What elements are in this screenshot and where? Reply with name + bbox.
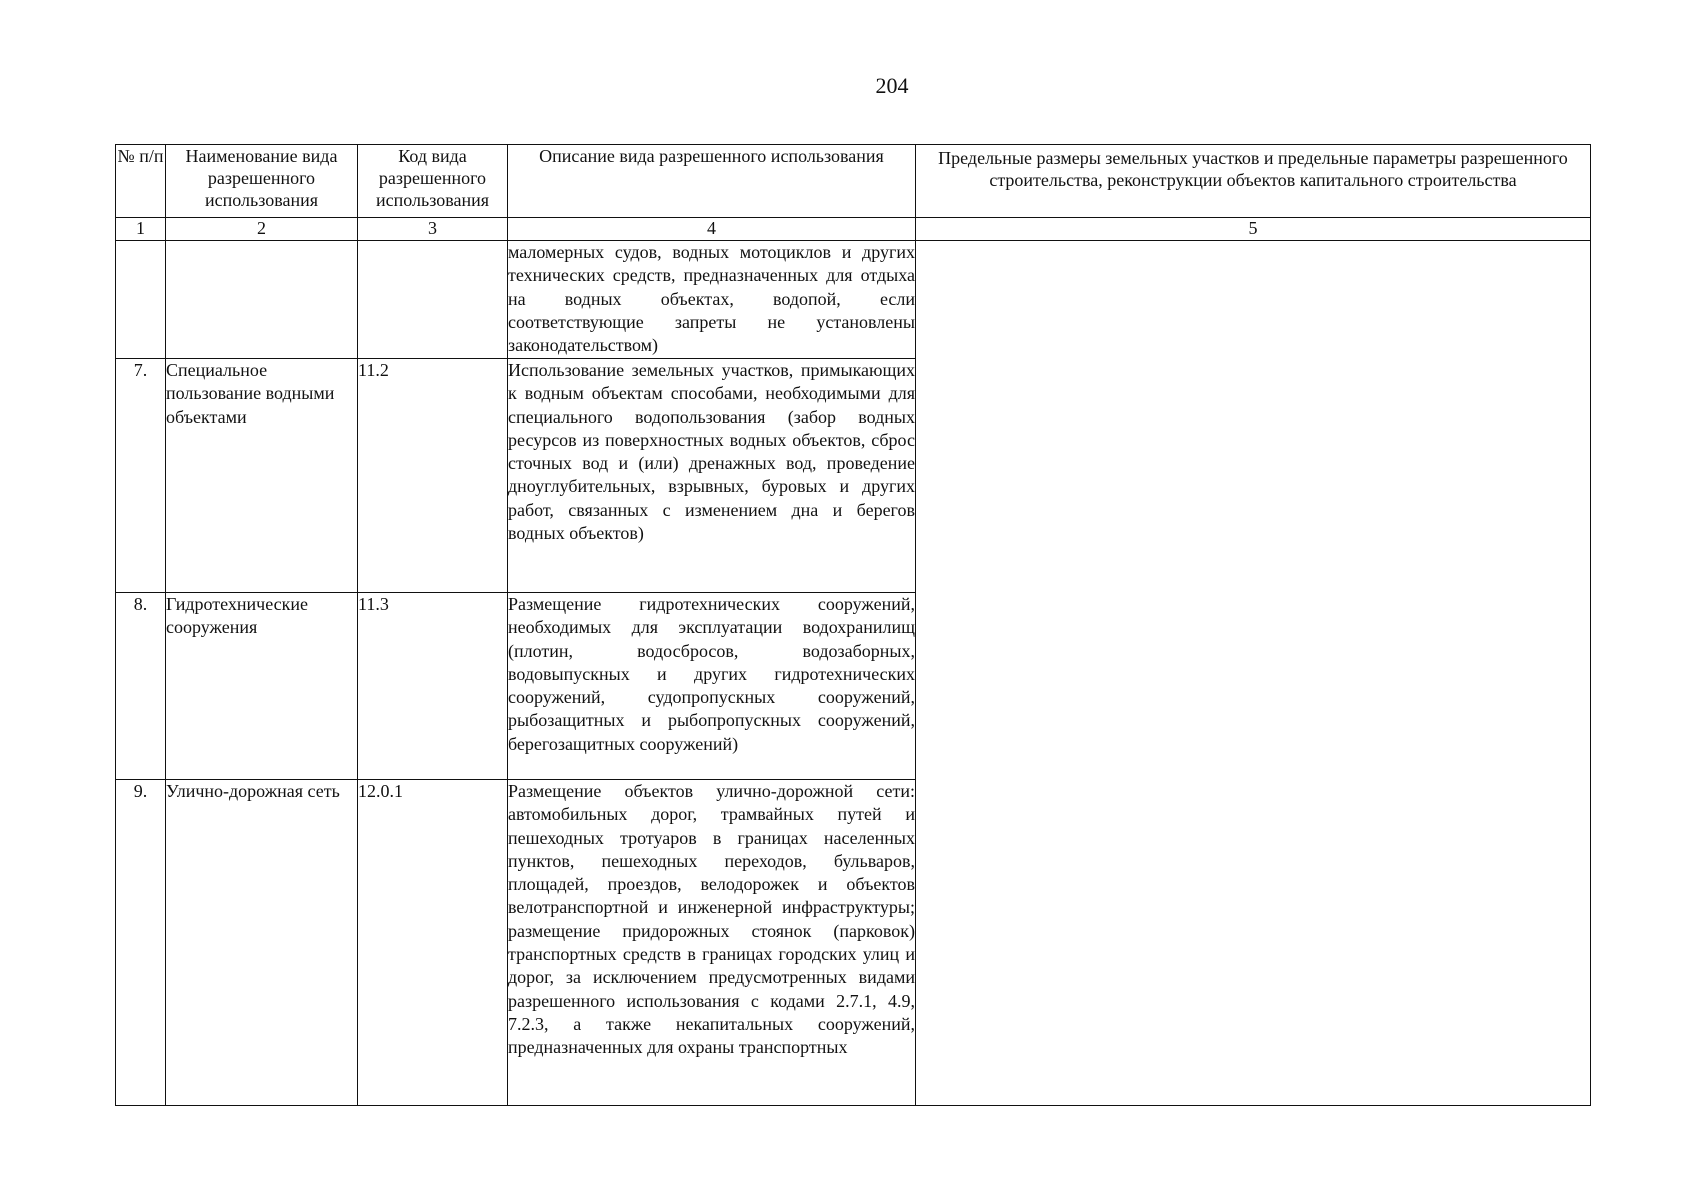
use-description: Размещение объектов улично-дорожной сети: автомобильных дорог, трамвайных путей и пешеходных тротуаров в границах населенных пунктов, пешеходных переходов, бульваров, площадей, проездов, велодорожек и объектов велотранспортной и инженерной инфраструктуры; размещение придорожных стоянок (парковок) транспортных средств в границах городских улиц и дорог, за исключением предусмотренных видами разрешенного использования с кодами 2.7.1, 4.9, 7.2.3, а также некапитальных сооружений, предназначенных для охраны транспортных: [508, 781, 915, 1058]
header-use-code: Код вида разрешенного использования: [358, 145, 508, 218]
header-use-description: Описание вида разрешенного использования: [508, 145, 916, 218]
use-description: маломерных судов, водных мотоциклов и других технических средств, предназначенных для отдыха на водных объектах, водопой, если соответствующие запреты не установлены законодательством): [508, 242, 915, 356]
row-number: 8.: [116, 593, 166, 780]
use-name: [166, 241, 358, 359]
limit-parameters-cell: [916, 241, 1591, 1106]
use-name: Улично-дорожная сеть: [166, 780, 358, 1106]
column-number: 4: [508, 218, 916, 241]
use-description: Размещение гидротехнических сооружений, необходимых для эксплуатации водохранилищ (плотин, водосбросов, водозаборных, водовыпускных и других гидротехнических сооружений, судопропускных сооружений, рыбозащитных и рыбопропускных сооружений, берегозащитных сооружений): [508, 594, 915, 754]
column-number: 5: [916, 218, 1591, 241]
use-description-cell: [508, 593, 916, 780]
page-number: 204: [875, 73, 909, 98]
permitted-use-table: [115, 144, 1591, 1106]
row-number: [116, 241, 166, 359]
use-description-cell: [508, 780, 916, 1106]
use-name: Специальное пользование водными объектами: [166, 359, 358, 593]
use-description-cell: [508, 241, 916, 359]
column-number: 3: [358, 218, 508, 241]
use-name: Гидротехнические сооружения: [166, 593, 358, 780]
column-number: 1: [116, 218, 166, 241]
use-code: 11.3: [358, 593, 508, 780]
column-number: 2: [166, 218, 358, 241]
header-limit-parameters: Предельные размеры земельных участков и предельные параметры разрешенного строительства, реконструкции объектов капитального строительства: [916, 145, 1591, 218]
row-number: 7.: [116, 359, 166, 593]
use-code: 11.2: [358, 359, 508, 593]
row-number: 9.: [116, 780, 166, 1106]
table-row: [116, 241, 1591, 359]
table-header-row: [116, 145, 1591, 218]
use-code: 12.0.1: [358, 780, 508, 1106]
header-use-name: Наименование вида разрешенного использования: [166, 145, 358, 218]
use-description: Использование земельных участков, примыкающих к водным объектам способами, необходимыми для специального водопользования (забор водных ресурсов из поверхностных водных объектов, сброс сточных вод и (или) дренажных вод, проведение дноуглубительных, взрывных, буровых и других работ, связанных с изменением дна и берегов водных объектов): [508, 360, 915, 544]
header-number: № п/п: [116, 145, 166, 218]
use-description-cell: [508, 359, 916, 593]
column-numbers-row: [116, 218, 1591, 241]
use-code: [358, 241, 508, 359]
